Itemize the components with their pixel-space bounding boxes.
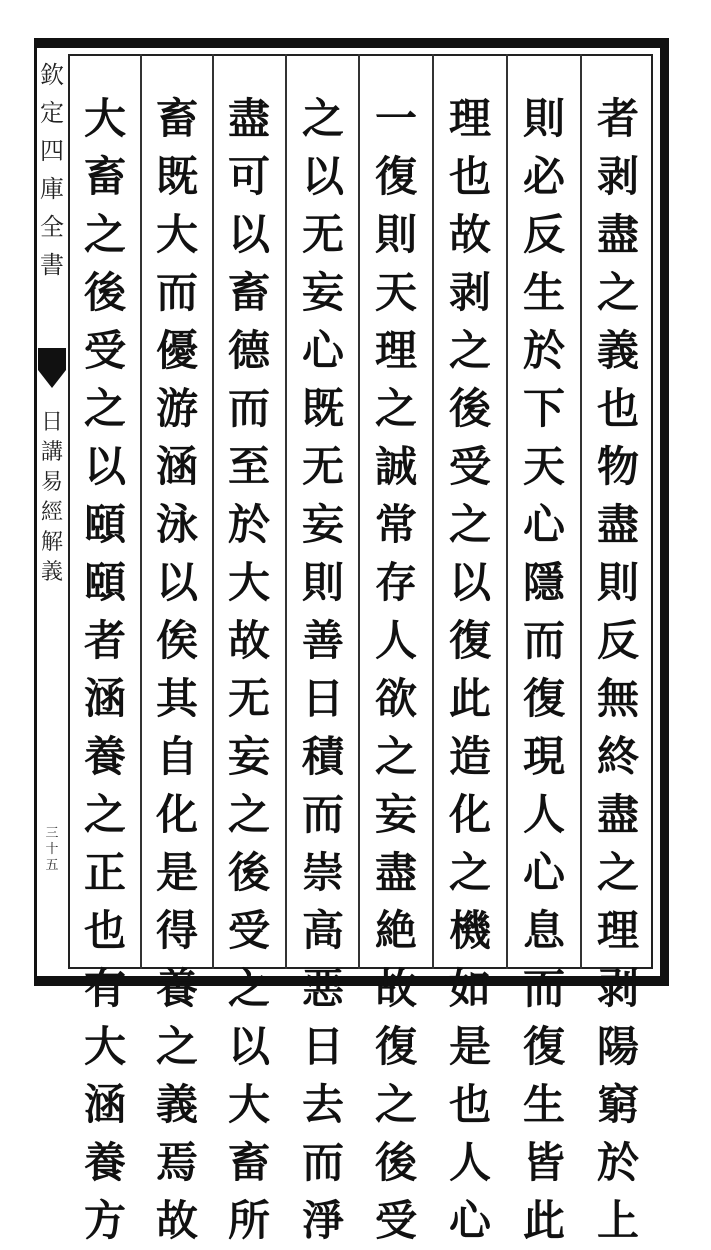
collection-title — [38, 56, 66, 284]
text-character: 畜 — [227, 1138, 270, 1187]
text-character: 存 — [374, 558, 417, 607]
text-character: 於 — [227, 500, 270, 549]
book-title-char: 日 — [40, 410, 63, 435]
text-character: 反 — [596, 616, 639, 665]
text-character: 无 — [301, 210, 344, 259]
text-character: 者 — [596, 94, 639, 143]
text-character: 必 — [522, 152, 565, 201]
text-character: 心 — [522, 848, 565, 897]
text-column-2 — [511, 90, 577, 1250]
text-column-5 — [290, 90, 356, 1250]
text-character: 俟 — [155, 616, 198, 665]
text-character: 理 — [374, 326, 417, 375]
text-character: 於 — [522, 326, 565, 375]
text-character: 也 — [596, 384, 639, 433]
text-character: 无 — [227, 674, 270, 723]
text-character: 養 — [83, 1138, 126, 1187]
text-character: 化 — [155, 790, 198, 839]
text-column-1 — [585, 90, 651, 1250]
text-character: 一 — [374, 94, 417, 143]
text-character: 焉 — [155, 1138, 198, 1187]
text-character: 惡 — [301, 964, 344, 1013]
text-character: 復 — [522, 674, 565, 723]
text-character: 後 — [448, 384, 491, 433]
text-character: 大 — [227, 558, 270, 607]
text-character: 之 — [155, 1022, 198, 1071]
text-character: 畜 — [227, 268, 270, 317]
text-character: 受 — [227, 906, 270, 955]
text-character: 欲 — [374, 674, 417, 723]
text-character: 以 — [448, 558, 491, 607]
text-character: 復 — [374, 152, 417, 201]
text-character: 隱 — [522, 558, 565, 607]
text-character: 之 — [301, 94, 344, 143]
text-character: 剥 — [448, 268, 491, 317]
text-character: 正 — [83, 848, 126, 897]
text-character: 妄 — [301, 500, 344, 549]
fish-tail-ornament — [38, 348, 66, 388]
text-character: 人 — [522, 790, 565, 839]
text-character: 大 — [83, 94, 126, 143]
text-character: 於 — [596, 1138, 639, 1187]
column-rule — [506, 54, 508, 969]
text-character: 既 — [155, 152, 198, 201]
text-character: 盡 — [596, 210, 639, 259]
text-character: 心 — [522, 500, 565, 549]
text-character: 陽 — [596, 1022, 639, 1071]
text-character: 之 — [448, 848, 491, 897]
text-character: 常 — [374, 500, 417, 549]
column-rule — [432, 54, 434, 969]
page-number — [38, 826, 66, 874]
text-character: 後 — [83, 268, 126, 317]
text-character: 之 — [227, 964, 270, 1013]
text-character: 之 — [596, 848, 639, 897]
text-character: 以 — [155, 558, 198, 607]
text-character: 物 — [596, 442, 639, 491]
text-column-3 — [437, 90, 503, 1250]
text-character: 无 — [301, 442, 344, 491]
text-character: 畜 — [83, 152, 126, 201]
text-character: 頤 — [83, 500, 126, 549]
book-title-char: 解 — [40, 530, 63, 555]
text-character: 善 — [301, 616, 344, 665]
text-character: 積 — [301, 732, 344, 781]
text-character: 而 — [301, 790, 344, 839]
text-character: 而 — [522, 964, 565, 1013]
text-character: 也 — [448, 152, 491, 201]
text-character: 則 — [374, 210, 417, 259]
frame-left-border — [34, 38, 37, 986]
text-character: 盡 — [596, 500, 639, 549]
text-character: 養 — [83, 732, 126, 781]
text-character: 生 — [522, 268, 565, 317]
column-rule — [212, 54, 214, 969]
text-character: 之 — [83, 384, 126, 433]
text-character: 其 — [155, 674, 198, 723]
text-character: 皆 — [522, 1138, 565, 1187]
text-character: 復 — [522, 1022, 565, 1071]
text-character: 受 — [448, 442, 491, 491]
text-character: 現 — [522, 732, 565, 781]
text-character: 泳 — [155, 500, 198, 549]
text-character: 上 — [596, 1196, 639, 1245]
frame-top-border — [34, 38, 664, 48]
text-character: 之 — [448, 500, 491, 549]
text-character: 者 — [83, 616, 126, 665]
text-character: 所 — [227, 1196, 270, 1245]
text-character: 游 — [155, 384, 198, 433]
text-character: 妄 — [301, 268, 344, 317]
frame-right-border — [660, 38, 669, 986]
text-character: 而 — [155, 268, 198, 317]
text-character: 化 — [448, 790, 491, 839]
column-rule — [285, 54, 287, 969]
text-character: 可 — [227, 152, 270, 201]
text-character: 之 — [83, 210, 126, 259]
book-title-char: 易 — [40, 470, 63, 495]
text-character: 復 — [374, 1022, 417, 1071]
text-character: 故 — [374, 964, 417, 1013]
text-character: 息 — [522, 906, 565, 955]
text-character: 之 — [374, 384, 417, 433]
text-character: 大 — [227, 1080, 270, 1129]
text-character: 盡 — [596, 790, 639, 839]
text-character: 以 — [227, 1022, 270, 1071]
text-column-8 — [72, 90, 138, 1250]
text-character: 以 — [83, 442, 126, 491]
text-character: 後 — [227, 848, 270, 897]
text-character: 以 — [227, 210, 270, 259]
text-character: 義 — [596, 326, 639, 375]
column-rule — [358, 54, 360, 969]
text-character: 受 — [374, 1196, 417, 1245]
text-character: 日 — [301, 1022, 344, 1071]
text-character: 剥 — [596, 964, 639, 1013]
text-character: 受 — [83, 326, 126, 375]
text-character: 優 — [155, 326, 198, 375]
page-number-char: 五 — [45, 858, 59, 873]
text-character: 終 — [596, 732, 639, 781]
text-character: 之 — [448, 326, 491, 375]
text-character: 故 — [448, 210, 491, 259]
text-character: 大 — [83, 1022, 126, 1071]
text-character: 絶 — [374, 906, 417, 955]
text-character: 是 — [155, 848, 198, 897]
text-character: 涵 — [83, 674, 126, 723]
text-character: 此 — [522, 1196, 565, 1245]
text-character: 頤 — [83, 558, 126, 607]
text-character: 去 — [301, 1080, 344, 1129]
text-character: 高 — [301, 906, 344, 955]
collection-title-char: 定 — [40, 99, 64, 127]
page-number-char: 三 — [45, 826, 59, 841]
text-character: 自 — [155, 732, 198, 781]
text-character: 則 — [522, 94, 565, 143]
text-character: 方 — [83, 1196, 126, 1245]
book-title-char: 義 — [40, 560, 63, 585]
page-number-char: 十 — [45, 842, 59, 857]
text-character: 下 — [522, 384, 565, 433]
text-character: 也 — [83, 906, 126, 955]
text-character: 淨 — [301, 1196, 344, 1245]
text-character: 理 — [448, 94, 491, 143]
collection-title-char: 欽 — [40, 61, 64, 89]
text-character: 天 — [374, 268, 417, 317]
text-character: 而 — [227, 384, 270, 433]
text-character: 反 — [522, 210, 565, 259]
book-title-char: 講 — [40, 440, 63, 465]
text-character: 以 — [301, 152, 344, 201]
text-character: 妄 — [374, 790, 417, 839]
collection-title-char: 四 — [40, 137, 64, 165]
text-character: 既 — [301, 384, 344, 433]
text-character: 故 — [155, 1196, 198, 1245]
text-column-4 — [363, 90, 429, 1250]
text-character: 有 — [83, 964, 126, 1013]
text-character: 後 — [374, 1138, 417, 1187]
text-character: 涵 — [83, 1080, 126, 1129]
page-margin-strip — [38, 48, 66, 976]
text-character: 也 — [448, 1080, 491, 1129]
text-column-6 — [216, 90, 282, 1250]
text-character: 誠 — [374, 442, 417, 491]
text-character: 而 — [301, 1138, 344, 1187]
text-character: 而 — [522, 616, 565, 665]
text-character: 理 — [596, 906, 639, 955]
text-character: 無 — [596, 674, 639, 723]
text-character: 之 — [374, 1080, 417, 1129]
text-character: 義 — [155, 1080, 198, 1129]
text-character: 此 — [448, 674, 491, 723]
text-character: 日 — [301, 674, 344, 723]
text-character: 機 — [448, 906, 491, 955]
text-character: 大 — [155, 210, 198, 259]
text-character: 心 — [448, 1196, 491, 1245]
text-character: 故 — [227, 616, 270, 665]
text-character: 天 — [522, 442, 565, 491]
column-rule — [580, 54, 582, 969]
collection-title-char: 庫 — [40, 175, 64, 203]
text-character: 人 — [448, 1138, 491, 1187]
text-character: 德 — [227, 326, 270, 375]
text-character: 之 — [374, 732, 417, 781]
text-character: 之 — [596, 268, 639, 317]
text-character: 涵 — [155, 442, 198, 491]
text-character: 盡 — [227, 94, 270, 143]
book-title-char: 經 — [40, 500, 63, 525]
collection-title-char: 全 — [40, 213, 64, 241]
text-character: 窮 — [596, 1080, 639, 1129]
text-character: 之 — [83, 790, 126, 839]
text-character: 至 — [227, 442, 270, 491]
text-character: 妄 — [227, 732, 270, 781]
text-character: 生 — [522, 1080, 565, 1129]
text-character: 造 — [448, 732, 491, 781]
collection-title-char: 書 — [40, 251, 64, 279]
text-character: 如 — [448, 964, 491, 1013]
text-character: 剥 — [596, 152, 639, 201]
book-title — [38, 408, 66, 588]
text-character: 之 — [227, 790, 270, 839]
text-character: 則 — [301, 558, 344, 607]
column-rule — [140, 54, 142, 969]
text-character: 是 — [448, 1022, 491, 1071]
text-column-7 — [144, 90, 210, 1250]
text-character: 則 — [596, 558, 639, 607]
text-character: 復 — [448, 616, 491, 665]
text-character: 養 — [155, 964, 198, 1013]
text-character: 人 — [374, 616, 417, 665]
text-character: 得 — [155, 906, 198, 955]
text-character: 畜 — [155, 94, 198, 143]
text-character: 心 — [301, 326, 344, 375]
text-character: 崇 — [301, 848, 344, 897]
text-character: 盡 — [374, 848, 417, 897]
